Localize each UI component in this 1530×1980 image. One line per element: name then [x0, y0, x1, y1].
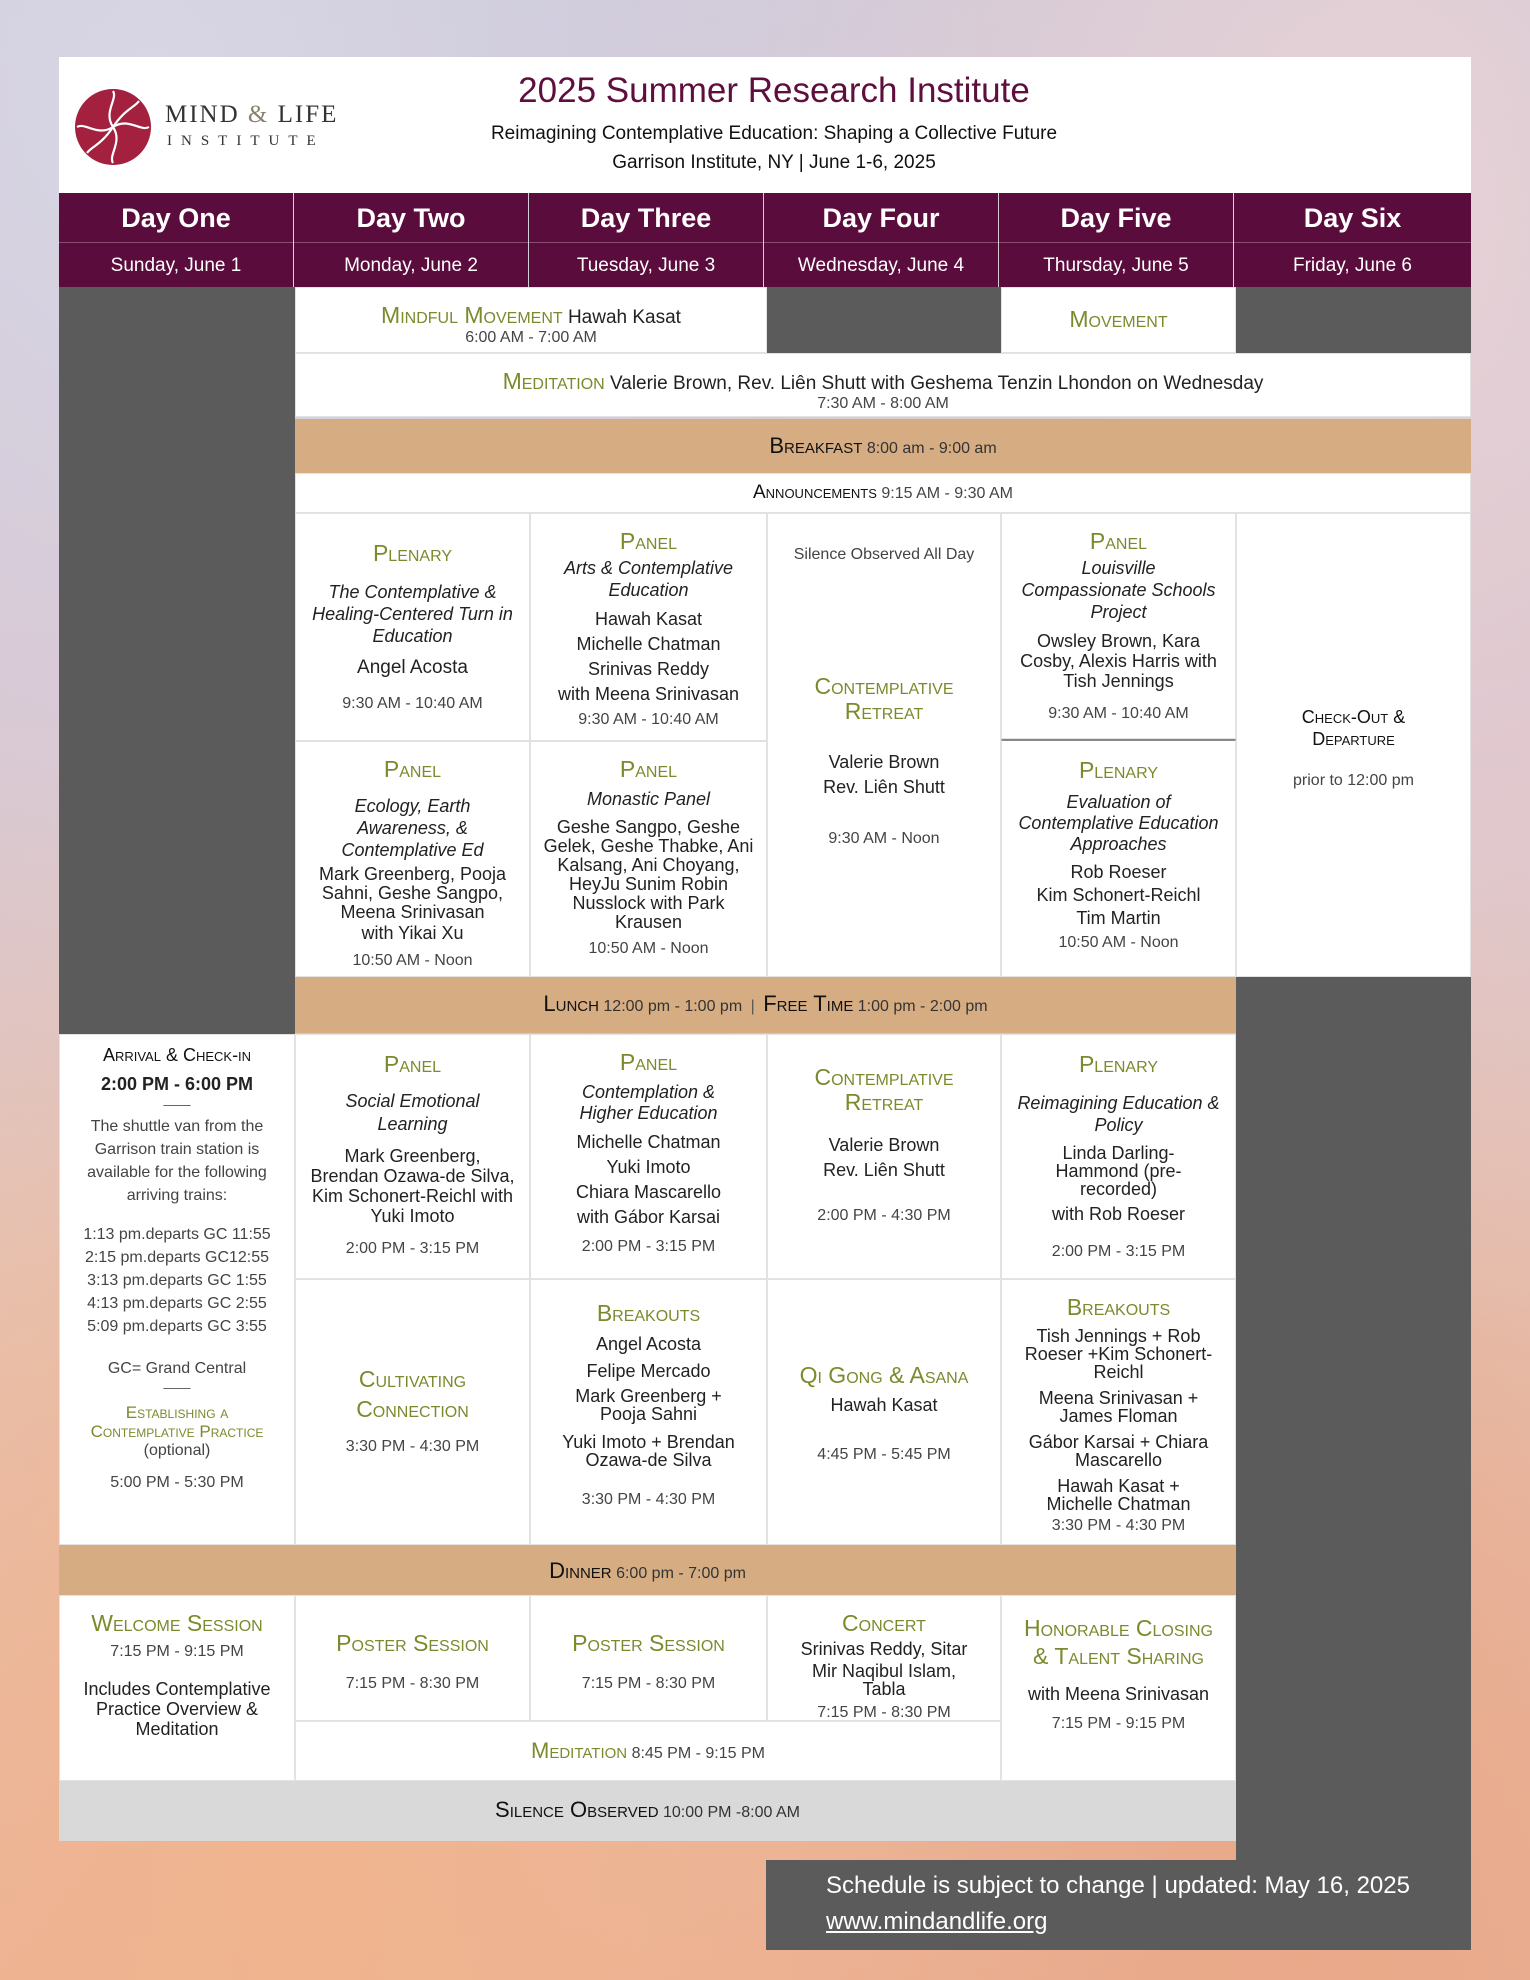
day1-morning-blank: [59, 287, 295, 1034]
meditation-title: Meditation: [502, 368, 605, 394]
session-type: Panel: [383, 756, 442, 782]
session-time: 2:00 PM - 3:15 PM: [581, 1238, 716, 1255]
day4-qigong-cell: [767, 1279, 1001, 1545]
session-type: Plenary: [1078, 757, 1159, 783]
footer-link[interactable]: www.mindandlife.org: [826, 1908, 1048, 1935]
session-person: Rev. Liên Shutt: [823, 777, 945, 797]
session-topic: Contemplation & Higher Education: [579, 1082, 718, 1123]
session-type: Panel: [383, 1051, 442, 1077]
day-name: Day Six: [1303, 203, 1402, 233]
session-time: 7:15 PM - 8:30 PM: [581, 1675, 716, 1692]
session-title: Cultivating Connection: [356, 1366, 469, 1422]
announce-time: 9:15 AM - 9:30 AM: [881, 485, 1013, 502]
session-time: 7:15 PM - 9:15 PM: [110, 1643, 244, 1660]
train-time: 5:09 pm.departs GC 3:55: [87, 1318, 267, 1335]
day3-breakouts-cell: [530, 1279, 767, 1545]
session-time: 10:50 AM - Noon: [588, 940, 709, 957]
lunch-bar: [295, 977, 1236, 1033]
session-time: 7:15 PM - 9:15 PM: [1051, 1715, 1186, 1732]
breakfast-title: Breakfast: [769, 433, 863, 458]
day-name: Day One: [121, 203, 231, 233]
lunch-time: 12:00 pm - 1:00 pm: [603, 998, 743, 1015]
session-person: Gábor Karsai + Chiara Mascarello: [1028, 1432, 1209, 1470]
dinner-title: Dinner: [549, 1558, 612, 1583]
practice-optional: (optional): [143, 1442, 211, 1459]
day-header-1: [59, 193, 293, 287]
gc-note: GC= Grand Central: [107, 1360, 247, 1377]
session-with: with Meena Srinivasan: [1027, 1684, 1210, 1704]
day2-panel-cell: [295, 741, 530, 977]
session-time: 9:30 AM - 10:40 AM: [1048, 705, 1189, 722]
session-type: Panel: [619, 1049, 678, 1075]
checkout-title: Check-Out & Departure: [1301, 707, 1406, 749]
session-desc: Includes Contemplative Practice Overview & Meditation: [83, 1679, 271, 1739]
session-title: Poster Session: [572, 1630, 725, 1656]
day1-welcome-cell: [59, 1595, 295, 1781]
arrival-title: Arrival & Check-in: [102, 1045, 252, 1065]
day-name: Day Two: [356, 203, 466, 233]
day-header-6: [1234, 193, 1471, 287]
session-title: Concert: [842, 1610, 926, 1636]
session-person: Michelle Chatman: [576, 634, 721, 654]
checkout-time: prior to 12:00 pm: [1293, 772, 1414, 789]
mind-life-logo-icon: [73, 87, 153, 167]
session-person: Chiara Mascarello: [575, 1182, 722, 1202]
session-person: Valerie Brown: [828, 752, 940, 772]
session-title: Breakouts: [596, 1300, 701, 1326]
day-date: Tuesday, June 3: [529, 242, 763, 288]
silence-bar: [59, 1781, 1236, 1841]
dinner-time: 6:00 pm - 7:00 pm: [616, 1565, 746, 1582]
session-topic: Louisville Compassionate Schools Project: [1021, 558, 1216, 622]
footer-note: Schedule is subject to change | updated: May 16, 2025: [826, 1872, 1410, 1899]
breakfast-time: 8:00 am - 9:00 am: [866, 440, 997, 457]
header: [59, 57, 1471, 193]
session-time: 7:15 PM - 8:30 PM: [817, 1704, 951, 1721]
session-topic: Arts & Contemplative Education: [563, 558, 734, 600]
session-people: Mark Greenberg, Brendan Ozawa-de Silva, Kim Schonert-Reichl with Yuki Imoto: [310, 1146, 515, 1226]
session-title: Honorable Closing & Talent Sharing: [1024, 1615, 1213, 1669]
session-person: Tish Jennings + Rob Roeser +Kim Schonert-Reichl: [1024, 1326, 1213, 1382]
session-person: Felipe Mercado: [586, 1361, 711, 1381]
day-header-5: [999, 193, 1233, 287]
freetime-title: Free Time: [763, 991, 854, 1016]
session-people: Geshe Sangpo, Geshe Gelek, Geshe Thabke, Ani Kalsang, Ani Choyang, HeyJu Sunim Robin Nusslock with Park Krausen: [543, 817, 754, 932]
train-time: 1:13 pm.departs GC 11:55: [83, 1226, 271, 1243]
session-people: Hawah Kasat: [830, 1395, 938, 1415]
session-title: Breakouts: [1066, 1294, 1171, 1320]
day-date: Sunday, June 1: [59, 242, 293, 288]
day2-poster-cell: [295, 1595, 530, 1721]
meditation-time: 8:45 PM - 9:15 PM: [631, 1745, 765, 1762]
lunch-title: Lunch: [543, 991, 599, 1016]
breakfast-bar: [295, 419, 1471, 473]
day4-retreat-cell: [767, 513, 1001, 977]
session-time: 9:30 AM - 10:40 AM: [342, 695, 483, 712]
session-person: Valerie Brown: [828, 1135, 940, 1155]
day-date: Friday, June 6: [1234, 242, 1471, 288]
session-time: 9:30 AM - Noon: [828, 830, 940, 847]
session-person: Srinivas Reddy, Sitar: [800, 1639, 968, 1659]
session-person: Rob Roeser: [1070, 862, 1167, 882]
day2-sel-panel-cell: [295, 1034, 530, 1279]
train-time: 4:13 pm.departs GC 2:55: [87, 1295, 267, 1312]
session-title: Contemplative Retreat: [814, 673, 954, 724]
page-location: Garrison Institute, NY | June 1-6, 2025: [612, 152, 936, 173]
practice-title: Establishing a Contemplative Practice: [90, 1403, 264, 1441]
day2-cultivating-cell: [295, 1279, 530, 1545]
day3-monastic-cell: [530, 741, 767, 977]
day5-closing-cell: [1001, 1595, 1236, 1781]
session-person: Mark Greenberg + Pooja Sahni: [575, 1386, 722, 1424]
day5-policy-cell: [1001, 1034, 1236, 1279]
page-title: 2025 Summer Research Institute: [518, 71, 1030, 110]
session-person: Hawah Kasat + Michelle Chatman: [1046, 1476, 1191, 1514]
session-person: Yuki Imoto: [606, 1157, 691, 1177]
day4-retreat-pm-cell: [767, 1034, 1001, 1279]
day-date: Monday, June 2: [294, 242, 528, 288]
session-time: 10:50 AM - Noon: [352, 952, 473, 969]
meditation-leaders: Valerie Brown, Rev. Liên Shutt with Geshema Tenzin Lhondon on Wednesday: [609, 373, 1264, 394]
freetime-time: 1:00 pm - 2:00 pm: [857, 998, 988, 1015]
silence-time: 10:00 PM -8:00 AM: [663, 1804, 800, 1821]
session-person: Srinivas Reddy: [587, 659, 710, 679]
session-people: Angel Acosta: [357, 657, 468, 678]
train-time: 3:13 pm.departs GC 1:55: [87, 1272, 267, 1289]
session-type: Plenary: [1078, 1051, 1159, 1077]
brand-line1: MIND & LIFE: [165, 101, 339, 128]
session-person: Mir Naqibul Islam, Tabla: [811, 1661, 957, 1699]
day1-arrival-cell: [59, 1034, 295, 1545]
session-time: 4:45 PM - 5:45 PM: [817, 1446, 951, 1463]
brand-line2: INSTITUTE: [167, 133, 325, 149]
session-person: with Gábor Karsai: [576, 1207, 721, 1227]
divider: ___: [163, 1090, 191, 1107]
session-person: Angel Acosta: [595, 1334, 702, 1354]
session-time: 3:30 PM - 4:30 PM: [581, 1491, 716, 1508]
day6-early-blank: [1236, 287, 1471, 353]
announcements-cell: [295, 473, 1471, 513]
session-with: with Rob Roeser: [1051, 1204, 1186, 1224]
meditation-title: Meditation: [531, 1738, 628, 1763]
page-subtitle: Reimagining Contemplative Education: Shaping a Collective Future: [490, 123, 1058, 144]
day3-poster-cell: [530, 1595, 767, 1721]
day-header-3: [529, 193, 763, 287]
day-name: Day Three: [580, 203, 712, 233]
session-time: 2:00 PM - 4:30 PM: [817, 1207, 951, 1224]
evening-meditation-cell: [295, 1721, 1001, 1781]
day5-panel-cell: [1001, 513, 1236, 739]
mindful-time: 6:00 AM - 7:00 AM: [465, 329, 597, 346]
session-topic: Ecology, Earth Awareness, & Contemplative Ed: [341, 796, 484, 860]
meditation-cell: [295, 353, 1471, 417]
session-time: 2:00 PM - 3:15 PM: [345, 1240, 480, 1257]
silence-note: Silence Observed All Day: [793, 546, 975, 563]
session-time: 7:15 PM - 8:30 PM: [345, 1675, 480, 1692]
arrival-time: 2:00 PM - 6:00 PM: [100, 1074, 254, 1094]
mindful-leader: Hawah Kasat: [567, 307, 681, 328]
session-title: Poster Session: [336, 1630, 489, 1656]
mindful-movement-cell: [295, 287, 767, 353]
session-topic: Reimagining Education & Policy: [1017, 1093, 1220, 1135]
session-topic: The Contemplative & Healing-Centered Turn in Education: [312, 582, 513, 646]
day-date: Wednesday, June 4: [764, 242, 998, 288]
divider: ___: [163, 1373, 191, 1390]
session-topic: Evaluation of Contemplative Education Approaches: [1018, 792, 1219, 854]
session-title: Contemplative Retreat: [814, 1064, 954, 1115]
train-time: 2:15 pm.departs GC12:55: [84, 1249, 270, 1266]
day-header-2: [294, 193, 528, 287]
session-person: Yuki Imoto + Brendan Ozawa-de Silva: [562, 1432, 735, 1470]
day2-plenary-cell: [295, 513, 530, 741]
session-time: 10:50 AM - Noon: [1058, 934, 1179, 951]
day3-panel-cell: [530, 513, 767, 741]
session-people: Mark Greenberg, Pooja Sahni, Geshe Sangpo, Meena Srinivasan: [318, 864, 507, 922]
session-person: Hawah Kasat: [594, 609, 703, 629]
day6-afternoon-blank: [1236, 977, 1471, 1897]
announce-title: Announcements: [753, 482, 877, 503]
session-type: Plenary: [372, 540, 453, 566]
shuttle-note: The shuttle van from the Garrison train station is available for the following arriving trains:: [87, 1118, 267, 1204]
session-person: Rev. Liên Shutt: [823, 1160, 945, 1180]
session-person: Kim Schonert-Reichl: [1036, 885, 1201, 905]
session-time: 9:30 AM - 10:40 AM: [578, 711, 719, 728]
day-header-4: [764, 193, 998, 287]
session-time: 3:30 PM - 4:30 PM: [345, 1438, 480, 1455]
day4-concert-cell: [767, 1595, 1001, 1721]
day-header-row: [59, 193, 1471, 287]
session-person: with Meena Srinivasan: [557, 684, 740, 704]
day-date: Thursday, June 5: [999, 242, 1233, 288]
session-person: Tim Martin: [1076, 908, 1161, 928]
footer-box: [766, 1860, 1471, 1950]
movement-title: Movement: [1069, 306, 1168, 332]
day3-higher-ed-cell: [530, 1034, 767, 1279]
session-type: Panel: [619, 528, 678, 554]
day5-breakouts-cell: [1001, 1279, 1236, 1545]
practice-time: 5:00 PM - 5:30 PM: [110, 1474, 244, 1491]
session-topic: Social Emotional Learning: [345, 1091, 480, 1134]
day4-early-blank: [767, 287, 1001, 353]
session-time: 3:30 PM - 4:30 PM: [1051, 1517, 1186, 1534]
session-type: Panel: [619, 756, 678, 782]
session-topic: Monastic Panel: [586, 789, 711, 809]
session-title: Qi Gong & Asana: [799, 1362, 969, 1388]
movement-cell: [1001, 287, 1236, 353]
session-with: with Yikai Xu: [361, 923, 464, 943]
dinner-bar: [59, 1545, 1236, 1595]
mindful-title: Mindful Movement: [381, 302, 563, 328]
silence-title: Silence Observed: [495, 1797, 659, 1822]
day5-plenary-cell: [1001, 739, 1236, 977]
meditation-time: 7:30 AM - 8:00 AM: [817, 395, 949, 412]
session-person: Meena Srinivasan + James Floman: [1038, 1388, 1199, 1426]
day6-checkout-cell: [1236, 513, 1471, 977]
session-person: Michelle Chatman: [576, 1132, 721, 1152]
session-people: Linda Darling-Hammond (pre-recorded): [1055, 1143, 1182, 1199]
session-people: Owsley Brown, Kara Cosby, Alexis Harris with Tish Jennings: [1020, 631, 1217, 691]
day-name: Day Four: [822, 203, 940, 233]
lunch-separator: |: [750, 998, 755, 1015]
session-time: 2:00 PM - 3:15 PM: [1051, 1243, 1186, 1260]
session-title: Welcome Session: [91, 1610, 263, 1636]
session-type: Panel: [1089, 528, 1148, 554]
day-name: Day Five: [1060, 203, 1172, 233]
